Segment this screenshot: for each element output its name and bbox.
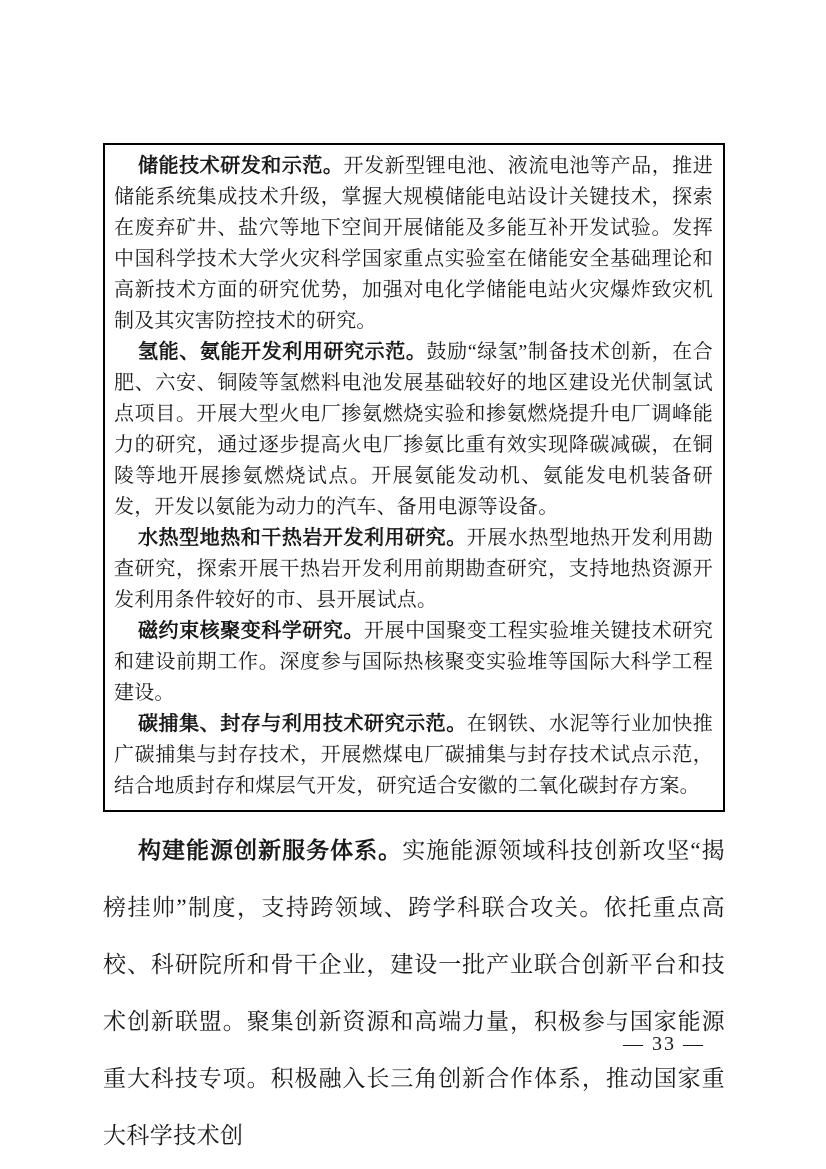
main-body-paragraph <box>103 822 725 1164</box>
section-body-text: 开发新型锂电池、液流电池等产品，推进储能系统集成技术升级，掌握大规模储能电站设计关键技术，探索在废弃矿井、盐穴等地下空间开展储能及多能互补开发试验。发挥中国科学技术大学火灾科学国家重点实验室在储能安全基础理论和高新技术方面的研究优势，加强对电化学储能电站火灾爆炸致灾机制及其灾害防控技术的研究。 <box>114 155 713 332</box>
boxed-section-paragraph <box>114 616 713 709</box>
page-content-column <box>103 143 725 1164</box>
main-paragraph-body-text: 实施能源领域科技创新攻坚“揭榜挂帅”制度，支持跨领域、跨学科联合攻关。依托重点高校、科研院所和骨干企业，建设一批产业联合创新平台和技术创新联盟。聚集创新资源和高端力量，积极参与国家能源重大科技专项。积极融入长三角创新合作体系，推动国家重大科学技术创 <box>103 838 726 1148</box>
section-body-text: 开展中国聚变工程实验堆关键技术研究和建设前期工作。深度参与国际热核聚变实验堆等国际大科学工程建设。 <box>114 620 713 704</box>
boxed-section-paragraph <box>114 709 713 802</box>
section-heading: 碳捕集、封存与利用技术研究示范。 <box>138 713 467 735</box>
section-heading: 磁约束核聚变科学研究。 <box>138 620 365 642</box>
section-body-text: 鼓励“绿氢”制备技术创新，在合肥、六安、铜陵等氢燃料电池发展基础较好的地区建设光伏制氢试点项目。开展大型火电厂掺氨燃烧实验和掺氨燃烧提升电厂调峰能力的研究，通过逐步提高火电厂掺氨比重有效实现降碳减碳，在铜陵等地开展掺氨燃烧试点。开展氨能发动机、氨能发电机装备研发，开发以氨能为动力的汽车、备用电源等设备。 <box>114 341 713 518</box>
section-heading: 水热型地热和干热岩开发利用研究。 <box>138 527 467 549</box>
section-heading: 储能技术研发和示范。 <box>138 155 344 177</box>
section-body-text: 开展水热型地热开发利用勘查研究，探索开展干热岩开发利用前期勘查研究，支持地热资源开发利用条件较好的市、县开展试点。 <box>114 527 713 611</box>
boxed-section-paragraph <box>114 151 713 337</box>
section-body-text: 在钢铁、水泥等行业加快推广碳捕集与封存技术，开展燃煤电厂碳捕集与封存技术试点示范，结合地质封存和煤层气开发，研究适合安徽的二氧化碳封存方案。 <box>114 713 713 797</box>
section-heading: 氢能、氨能开发利用研究示范。 <box>138 341 427 363</box>
main-paragraph-heading: 构建能源创新服务体系。 <box>138 837 403 863</box>
boxed-section-paragraph <box>114 523 713 616</box>
boxed-highlight-section <box>103 143 725 812</box>
boxed-section-paragraph <box>114 337 713 523</box>
page-number: — 33 — <box>623 1033 705 1055</box>
